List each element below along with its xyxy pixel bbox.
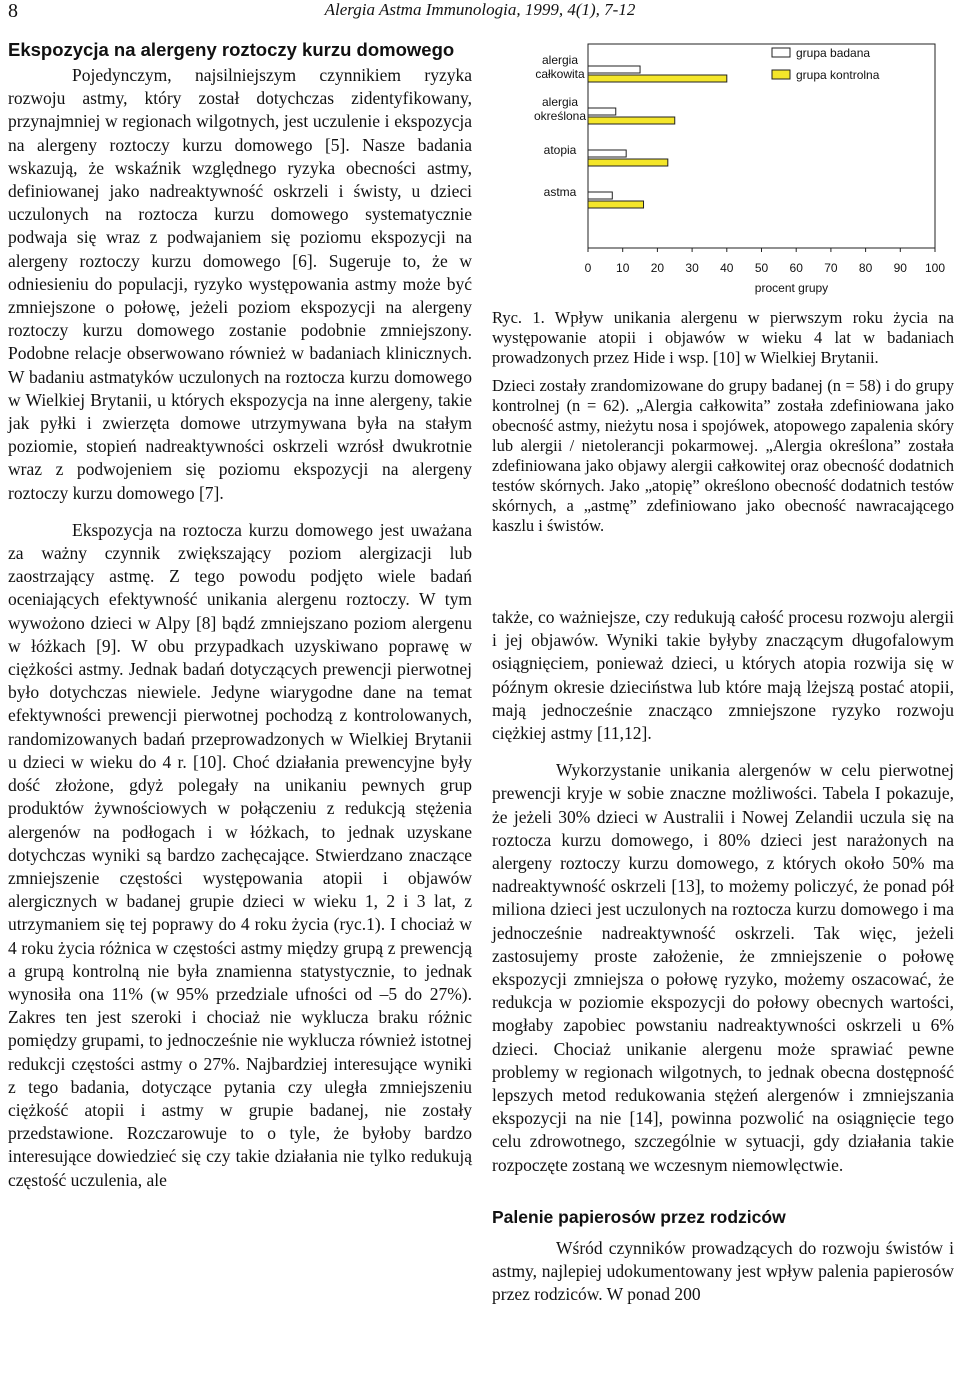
x-tick-label: 20 xyxy=(650,261,665,275)
page-number: 8 xyxy=(8,0,18,22)
bar-grupa-badana xyxy=(588,108,616,115)
x-tick-label: 90 xyxy=(893,261,907,275)
x-axis-label: procent grupy xyxy=(754,281,829,295)
bar-grupa-badana xyxy=(588,66,640,73)
running-header: Alergia Astma Immunologia, 1999, 4(1), 7-12 xyxy=(324,0,636,19)
bar-grupa-badana xyxy=(588,192,612,199)
legend-swatch xyxy=(772,48,790,57)
x-tick-label: 80 xyxy=(858,261,873,275)
x-tick-label: 100 xyxy=(924,261,946,275)
x-tick-label: 0 xyxy=(584,261,592,275)
bar-grupa-kontrolna xyxy=(588,75,727,82)
paragraph: Ekspozycja na roztocza kurzu domowego jest uważana za ważny czynnik zwiększający poziom alergizacji lub zaostrzający astmę. Z tego powodu podjęto wiele badań oceniających efektywność unikania alergenu roztoczy. W tym wywożono dzieci w Alpy [8] bądź zmniejszano poziom alergenu w łóżkach [9]. W obu przypadkach uzyskiwano poprawę w ciężkości astmy. Jednak badań dotyczących prewencji pierwotnej było dotychczas niewiele. Jedyne wiarygodne dane na temat efektywności prewencji pierwotnej pochodzą z kontrolowanych, randomizowanych badań przeprowadzonych w Wielkiej Brytanii u dzieci w wieku do 4 r. [10]. Choć działania prewencyjne były dość złożone, gdyż polegały na unikaniu pewnych grup produktów żywnościowych w połączeniu z redukcją stężenia alergenów na podłogach i w łóżkach, to jednak uzyskane dotychczas wyniki są bardzo zachęcające. Stwierdzano znaczące zmniejszenie częstości występowania atopii i objawów alergicznych w badanej grupie dzieci w wieku 1, 2 i 3 lat, z utrzymaniem się tej poprawy do 4 roku życia (ryc.1). I chociaż w 4 roku życia różnica w częstości astmy między grupą z prewencją a grupą kontrolną nie była znamienna statystycznie, to jednak wynosiła ona 11% (w 95% przedziale ufności od –5 do 27%). Zakres ten jest szeroki i chociaż nie wyklucza braku różnic pomiędzy grupami, to jednocześnie nie wyklucza również istotnej redukcji częstości astmy o 27%. Najbardziej interesujące wyniki z tego badania, dotyczące pytania czy uległa zmniejszeniu ciężkość atopii i astmy w grupie badanej, nie zostały przedstawione. Rozczarowuje to o tyle, że byłoby bardzo interesujące dowiedzieć się czy takie działania nie tylko redukują częstość uczulenia, ale xyxy=(8,519,472,1190)
category-label: alergia xyxy=(541,95,579,109)
figure-caption-block xyxy=(492,308,954,536)
section-heading: Palenie papierosów przez rodziców xyxy=(492,1206,786,1227)
category-label: atopia xyxy=(543,143,577,157)
legend-label: grupa kontrolna xyxy=(796,68,880,82)
paragraph: także, co ważniejsze, czy redukują całość procesu rozwoju alergii i jej objawów. Wyniki takie byłyby znaczącym długofalowym osiągnięciem, ponieważ dzieci, u których atopia rozwija się w późnym okresie dzieciństwa lub które mają lżejszą postać atopii, mają jednocześnie znacząco zmniejszone ryzyko rozwoju ciężkiej astmy [11,12]. xyxy=(492,607,954,744)
bar-grupa-badana xyxy=(588,150,626,157)
paragraph: Pojedynczym, najsilniejszym czynnikiem ryzyka rozwoju astmy, który został dotychczas zidentyfikowany, przynajmniej w regionach wilgotnych, jest uczulenie i ekspozycja na alergeny roztoczy kurzu domowego [5]. Nasze badania wskazują, że wskaźnik względnego ryzyka obecności astmy, definiowanej jako nadreaktywność oskrzeli i świsty, u dzieci uczulonych na roztocza kurzu domowego systematycznie podwaja się wraz z podwajaniem się poziomu ekspozycji na alergeny roztoczy kurzu domowego [6]. Sugeruje to, że w odniesieniu do populacji, ryzyko występowania astmy może być zmniejszone o połowę, jeżeli poziom ekspozycji na alergeny roztoczy kurzu domowego zostanie podobnie zmniejszony. Podobne relacje obserwowano również w badaniach klinicznych. W badaniu astmatyków uczulonych na roztocza kurzu domowego w Wielkiej Brytanii, u których ekspozycja na inne alergeny, takie jak pyłki i zwierzęta domowe utrzymywana była na stałym poziomie, stopień nadreaktywności oskrzeli wzrósł dwukrotnie wraz z podwojeniem się poziomu ekspozycji na alergeny roztoczy kurzu domowego [7]. xyxy=(8,65,472,503)
x-tick-label: 50 xyxy=(754,261,769,275)
bar-grupa-kontrolna xyxy=(588,117,675,124)
category-label: całkowita xyxy=(535,67,585,81)
bar-grupa-kontrolna xyxy=(588,201,644,208)
category-label: astma xyxy=(543,185,577,199)
x-tick-label: 10 xyxy=(616,261,630,275)
paragraph: Wykorzystanie unikania alergenów w celu pierwotnej prewencji kryje w sobie znaczne możliwości. Tabela I pokazuje, że jeżeli 30% dzieci w Australii i Nowej Zelandii uczula się na roztocza kurzu domowego, i 80% dzieci jest narażonych na alergeny roztoczy kurzu domowego, z których około 50% ma nadreaktywność oskrzeli [13], to możemy policzyć, że ponad pół miliona dzieci jest uczulonych na roztocza kurzu domowego i ma jednocześnie nadreaktywność oskrzeli. Tak więc, jeżeli zastosujemy proste założenie, że zmniejszenie o połowę ekspozycji zmniejsza o połowę ryzyko, możemy oszacować, że redukcja w poziomie ekspozycji do połowy obecnych wartości, mogłaby zapobiec powstaniu nadreaktywności oskrzeli u 6% dzieci. Chociaż unikanie alergenu może sprawiać pewne problemy w regionach wilgotnych, to jednak obecna dostępność lepszych metod redukowania stężeń alergenów i zmniejszania ekspozycji na nie [14], powinna pozwolić na osiągnięcie tego celu zdrowotnego, szczególnie w sytuacji, gdy działania takie rozpoczęte zostaną we wczesnym niemowlęctwie. xyxy=(492,760,954,1175)
legend-label: grupa badana xyxy=(796,46,871,60)
category-label: alergia xyxy=(541,53,579,67)
section-heading: Ekspozycja na alergeny roztoczy kurzu domowego xyxy=(8,39,455,60)
legend-swatch xyxy=(772,70,790,79)
figure-caption: Ryc. 1. Wpływ unikania alergenu w pierwszym roku życia na występowanie atopii i objawów w wieku 4 lat w badaniach prowadzonych przez Hide i wsp. [10] w Wielkiej Brytanii. xyxy=(492,308,954,367)
bar-grupa-kontrolna xyxy=(588,159,668,166)
x-tick-label: 60 xyxy=(789,261,803,275)
figure-note: Dzieci zostały zrandomizowane do grupy badanej (n = 58) i do grupy kontrolnej (n = 62). „Alergia całkowita” została zdefiniowana jako obecność astmy, nieżytu nosa i spojówek, atopowego zapalenia skóry lub alergii / nietolerancji pokarmowej. „Alergia określona” została zdefiniowana jako objawy alergii całkowitej oraz obecność dodatnich testów skórnych. Jako „atopię” określono obecność dodatnich testów skórnych, a „astmę” zdefiniowano jako obecność nawracającego kaszlu i świstów. xyxy=(492,376,954,535)
figure-chart xyxy=(500,40,960,302)
category-label: określona xyxy=(533,109,587,123)
left-column xyxy=(8,38,472,1192)
x-tick-label: 70 xyxy=(824,261,838,275)
right-column xyxy=(492,606,954,1306)
x-tick-label: 30 xyxy=(685,261,699,275)
x-tick-label: 40 xyxy=(720,261,734,275)
paragraph: Wśród czynników prowadzących do rozwoju świstów i astmy, najlepiej udokumentowany jest wpływ palenia papierosów przez rodziców. W ponad 200 xyxy=(492,1237,954,1305)
